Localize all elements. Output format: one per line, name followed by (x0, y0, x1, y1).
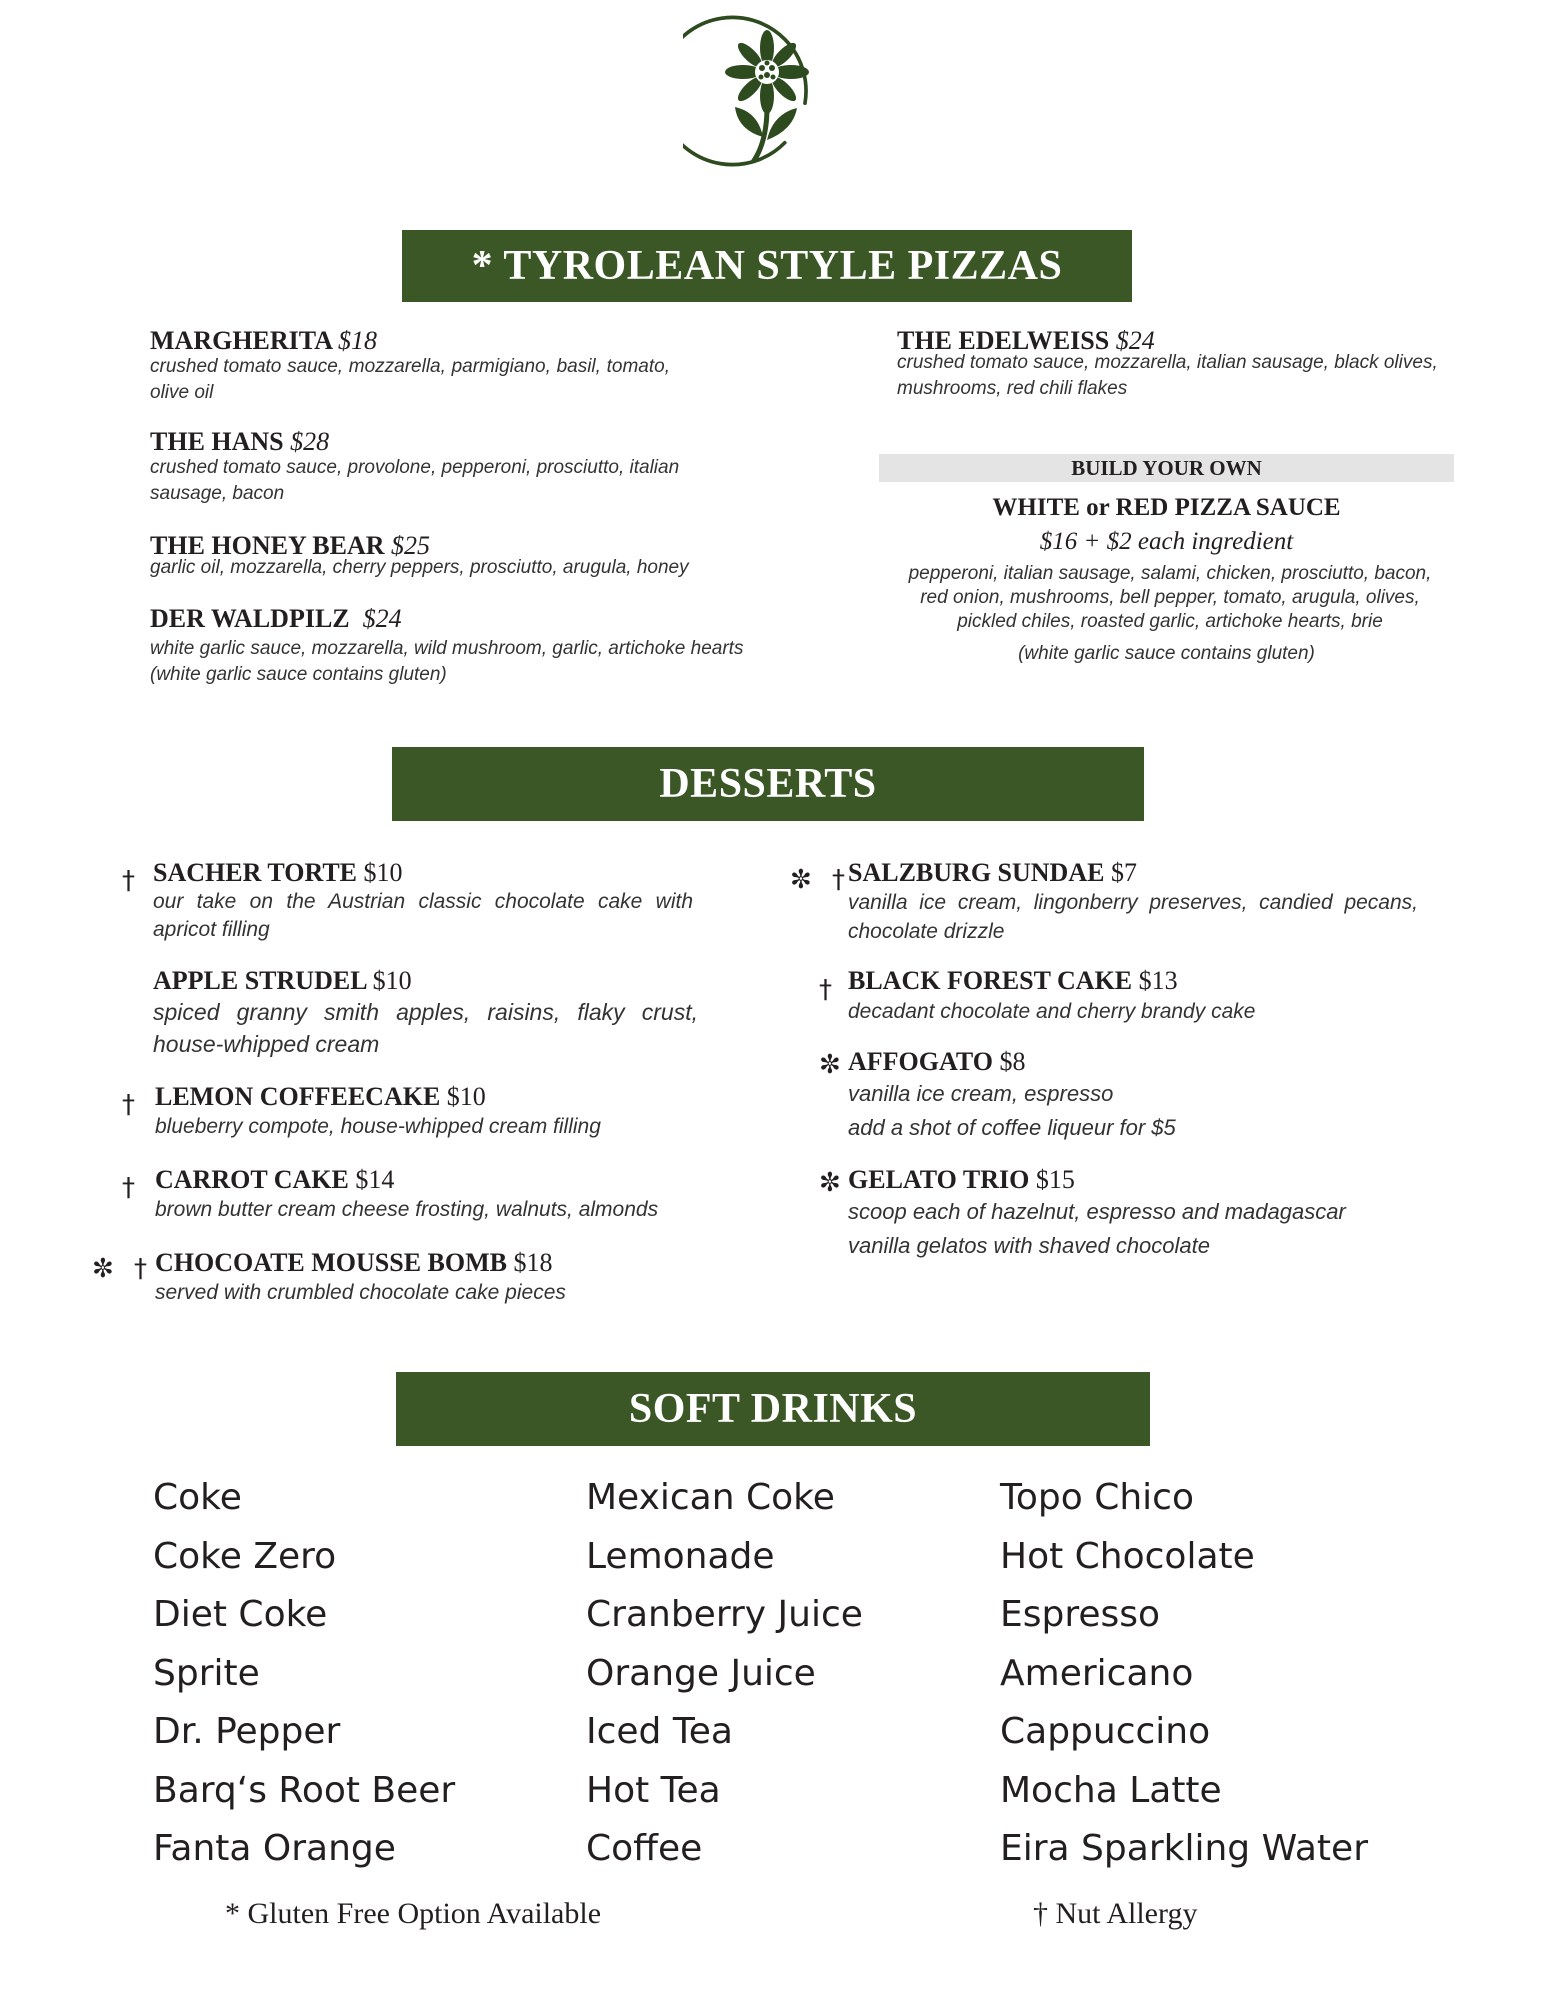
dessert-price: $7 (1110, 858, 1137, 887)
pizza-item-edelweiss (897, 326, 1457, 402)
pizza-price: $25 (391, 531, 431, 560)
dessert-desc: served with crumbled chocolate cake pieces (155, 1281, 566, 1304)
drink-item: Eira Sparkling Water (1000, 1828, 1368, 1869)
drink-item: Hot Chocolate (1000, 1535, 1255, 1577)
dessert-item-chocolate-mousse-bomb (155, 1248, 715, 1308)
gluten-free-icon: ✼ (819, 1050, 841, 1080)
pizza-name: DER WALDPILZ (150, 604, 350, 633)
nut-allergy-legend: † Nut Allergy (1033, 1897, 1198, 1930)
drink-item: Sprite (153, 1652, 260, 1694)
drink-item: Diet Coke (153, 1594, 328, 1635)
dessert-desc: our take on the Austrian classic chocolate cake with apricot filling (153, 890, 693, 941)
nut-allergy-icon: † (122, 866, 135, 896)
dessert-desc-extra: vanilla gelatos with shaved chocolate (848, 1233, 1211, 1258)
byo-title: WHITE or RED PIZZA SAUCE (992, 494, 1341, 521)
pizza-name: THE HANS (150, 427, 284, 456)
dessert-desc: vanilla ice cream, lingonberry preserves, candied pecans, chocolate drizzle (848, 891, 1418, 943)
dessert-name: SALZBURG SUNDAE (848, 858, 1105, 887)
drink-item: Dr. Pepper (153, 1711, 341, 1752)
drink-item: Coke (153, 1477, 242, 1518)
dessert-desc-extra: add a shot of coffee liqueur for $5 (848, 1115, 1176, 1140)
pizza-price: $24 (362, 604, 402, 633)
dessert-price: $10 (363, 858, 403, 887)
pizza-price: $28 (290, 427, 330, 456)
drink-item: Cappuccino (1000, 1711, 1211, 1752)
dessert-price: $8 (999, 1047, 1026, 1076)
pizza-desc: crushed tomato sauce, mozzarella, italian sausage, black olives, mushrooms, red chili flakes (897, 352, 1438, 399)
dessert-price: $14 (355, 1165, 395, 1194)
desserts-heading: DESSERTS (392, 747, 1144, 821)
pizzas-heading: * TYROLEAN STYLE PIZZAS (402, 230, 1132, 302)
dessert-item-affogato (848, 1047, 1418, 1145)
byo-ingredients: pepperoni, italian sausage, salami, chicken, prosciutto, bacon, red onion, mushrooms, bell pepper, tomato, arugula, olives, pickled chiles, roasted garlic, artichoke hearts, brie (908, 563, 1432, 632)
gluten-free-nut-allergy-icon: ✼ † (92, 1254, 154, 1284)
dessert-name: SACHER TORTE (153, 858, 358, 887)
build-your-own-label: BUILD YOUR OWN (879, 454, 1454, 482)
dessert-item-gelato-trio (848, 1165, 1418, 1263)
drink-item: Barq‘s Root Beer (153, 1769, 456, 1811)
drinks-column-3 (1000, 1469, 1368, 1879)
dessert-desc: scoop each of hazelnut, espresso and madagascar (848, 1199, 1346, 1224)
dessert-item-lemon-coffeecake (155, 1082, 715, 1142)
dessert-item-carrot-cake (155, 1165, 735, 1225)
dessert-item-apple-strudel (153, 966, 698, 1060)
soft-drinks-heading: SOFT DRINKS (396, 1372, 1150, 1446)
drink-item: Coffee (586, 1828, 703, 1869)
drink-item: Coke Zero (153, 1535, 337, 1577)
gluten-free-legend: * Gluten Free Option Available (225, 1897, 602, 1930)
dessert-name: BLACK FOREST CAKE (848, 966, 1133, 995)
pizza-price: $18 (338, 326, 378, 355)
pizza-name: THE HONEY BEAR (150, 531, 385, 560)
pizza-desc: crushed tomato sauce, mozzarella, parmigiano, basil, tomato, olive oil (150, 356, 670, 403)
dessert-name: AFFOGATO (848, 1047, 993, 1076)
drink-item: Espresso (1000, 1594, 1161, 1635)
nut-allergy-icon: † (819, 975, 832, 1005)
edelweiss-logo-icon (683, 12, 855, 178)
dessert-desc: blueberry compote, house-whipped cream filling (155, 1115, 601, 1138)
dessert-name: CHOCOATE MOUSSE BOMB (155, 1248, 508, 1277)
dessert-item-sacher-torte (153, 858, 693, 944)
dessert-price: $10 (372, 966, 412, 995)
pizza-desc: white garlic sauce, mozzarella, wild mushroom, garlic, artichoke hearts (150, 638, 744, 659)
pizza-item-hans (150, 427, 710, 507)
dessert-name: GELATO TRIO (848, 1165, 1030, 1194)
pizza-desc: crushed tomato sauce, provolone, pepperoni, prosciutto, italian sausage, bacon (150, 457, 680, 504)
pizza-note: (white garlic sauce contains gluten) (150, 664, 447, 685)
byo-price: $16 + $2 each ingredient (1039, 528, 1294, 555)
dessert-desc: spiced granny smith apples, raisins, flaky crust, house-whipped cream (153, 999, 698, 1057)
dessert-item-black-forest-cake (848, 966, 1418, 1028)
drink-item: Americano (1000, 1652, 1194, 1694)
dessert-price: $18 (513, 1248, 553, 1277)
dessert-desc: vanilla ice cream, espresso (848, 1081, 1114, 1106)
drink-item: Mexican Coke (586, 1477, 835, 1518)
pizza-name: MARGHERITA (150, 326, 332, 355)
dessert-price: $10 (446, 1082, 486, 1111)
pizza-item-der-waldpilz (150, 604, 790, 688)
gluten-free-nut-allergy-icon: ✼ † (790, 865, 852, 895)
dessert-name: CARROT CAKE (155, 1165, 349, 1194)
drink-item: Fanta Orange (153, 1828, 396, 1869)
dessert-desc: brown butter cream cheese frosting, walnuts, almonds (155, 1198, 659, 1221)
pizza-item-margherita (150, 326, 670, 406)
dessert-price: $15 (1035, 1165, 1075, 1194)
drink-item: Iced Tea (586, 1711, 733, 1752)
nut-allergy-icon: † (122, 1173, 135, 1203)
byo-note: (white garlic sauce contains gluten) (1018, 643, 1315, 664)
pizza-name: THE EDELWEISS (897, 326, 1110, 355)
pizza-price: $24 (1115, 326, 1155, 355)
drinks-column-1 (153, 1469, 455, 1879)
pizza-desc: garlic oil, mozzarella, cherry peppers, prosciutto, arugula, honey (150, 557, 689, 578)
drinks-column-2 (586, 1469, 863, 1879)
gluten-free-icon: ✼ (819, 1168, 841, 1198)
dessert-desc: decadant chocolate and cherry brandy cake (848, 1000, 1256, 1023)
drink-item: Lemonade (586, 1535, 775, 1577)
drink-item: Orange Juice (586, 1652, 816, 1694)
nut-allergy-icon: † (122, 1090, 135, 1120)
drink-item: Topo Chico (1000, 1477, 1194, 1518)
drink-item: Cranberry Juice (586, 1594, 863, 1635)
pizza-item-honey-bear (150, 531, 770, 581)
drink-item: Hot Tea (586, 1769, 721, 1811)
dessert-name: LEMON COFFEECAKE (155, 1082, 441, 1111)
drink-item: Mocha Latte (1000, 1769, 1222, 1811)
dessert-item-salzburg-sundae (848, 858, 1418, 946)
dessert-name: APPLE STRUDEL (153, 966, 367, 995)
dessert-price: $13 (1138, 966, 1178, 995)
